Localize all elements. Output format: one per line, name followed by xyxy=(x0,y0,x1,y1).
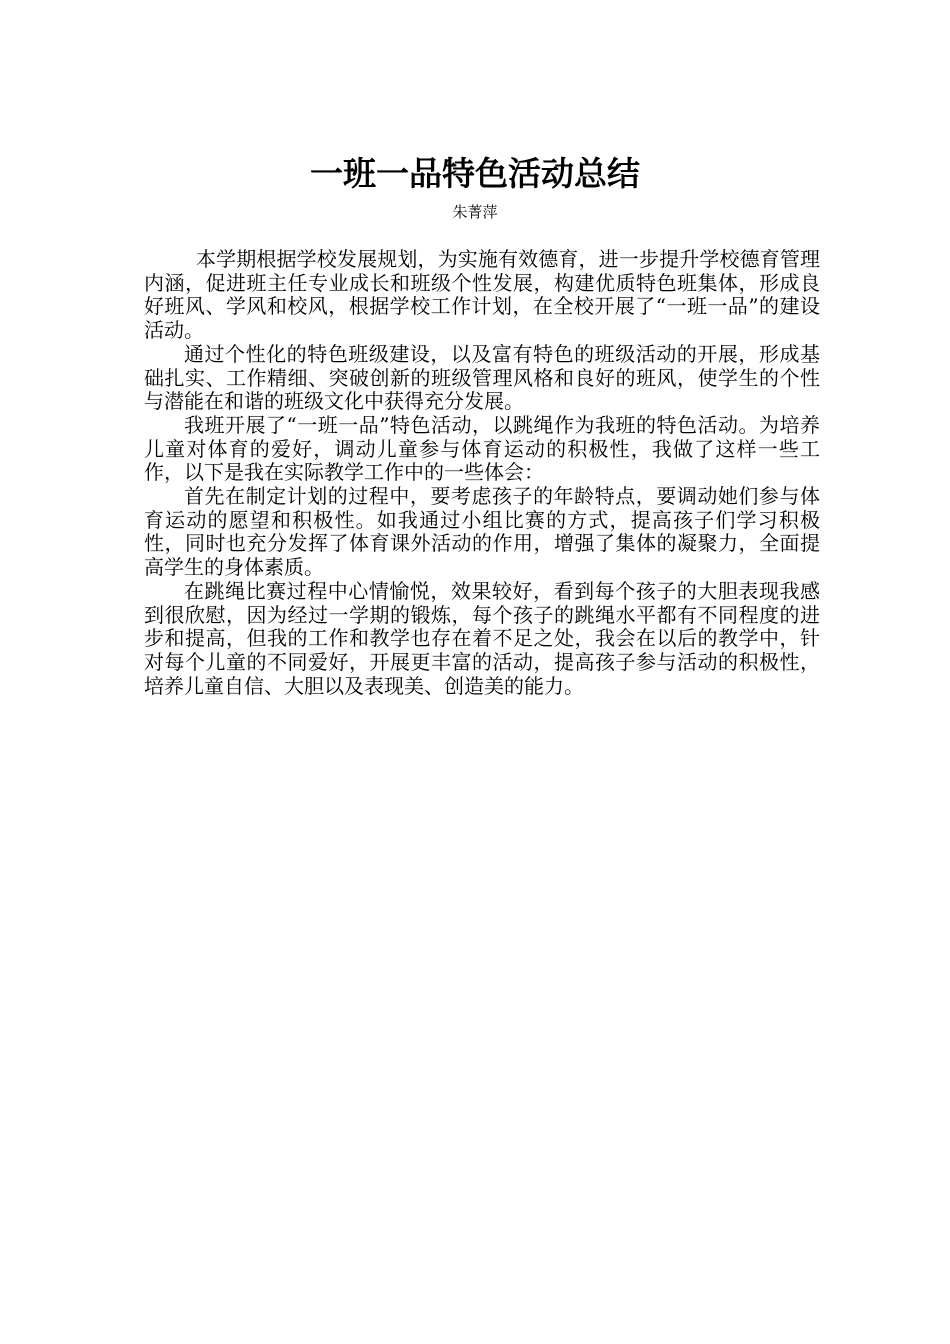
paragraph: 通过个性化的特色班级建设，以及富有特色的班级活动的开展，形成基础扎实、工作精细、突破创新的班级管理风格和良好的班风，使学生的个性与潜能在和谐的班级文化中获得充分发展。 xyxy=(144,341,820,414)
paragraph: 首先在制定计划的过程中，要考虑孩子的年龄特点，要调动她们参与体育运动的愿望和积极性。如我通过小组比赛的方式，提高孩子们学习积极性，同时也充分发挥了体育课外活动的作用，增强了集体的凝聚力，全面提高学生的身体素质。 xyxy=(144,484,820,580)
paragraph: 在跳绳比赛过程中心情愉悦，效果较好，看到每个孩子的大胆表现我感到很欣慰，因为经过一学期的锻炼，每个孩子的跳绳水平都有不同程度的进步和提高，但我的工作和教学也存在着不足之处，我会在以后的教学中，针对每个儿童的不同爱好，开展更丰富的活动，提高孩子参与活动的积极性，培养儿童自信、大胆以及表现美、创造美的能力。 xyxy=(144,578,820,698)
paragraph: 本学期根据学校发展规划，为实施有效德育，进一步提升学校德育管理内涵，促进班主任专业成长和班级个性发展，构建优质特色班集体，形成良好班风、学风和校风，根据学校工作计划，在全校开展了“一班一品”的建设活动。 xyxy=(144,247,820,343)
document-title: 一班一品特色活动总结 xyxy=(310,154,640,193)
author-name: 朱菁萍 xyxy=(452,203,498,221)
paragraph: 我班开展了“一班一品”特色活动，以跳绳作为我班的特色活动。为培养儿童对体育的爱好，调动儿童参与体育运动的积极性，我做了这样一些工作，以下是我在实际教学工作中的一些体会： xyxy=(144,412,820,485)
document-body xyxy=(144,248,820,698)
